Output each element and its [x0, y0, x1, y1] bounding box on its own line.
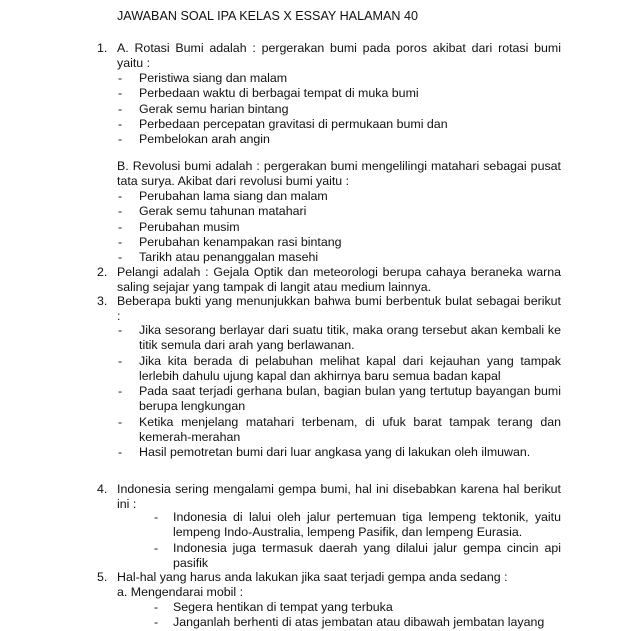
list-item: - Perubahan musim	[118, 219, 240, 234]
list-item: - Perbedaan percepatan gravitasi di permukaan bumi dan	[118, 116, 448, 131]
list-item: - Indonesia juga termasuk daerah yang dilalui jalur gempa cincin api pasifik	[154, 540, 561, 570]
list-item: - Pembelokan arah angin	[118, 132, 270, 147]
q2-number: 2.	[97, 265, 108, 279]
q5-number: 5.	[97, 570, 108, 584]
list-item: - Pada saat terjadi gerhana bulan, bagian bulan yang tertutup bayangan bumi berupa lengkungan	[118, 384, 561, 414]
list-item: - Peristiwa siang dan malam	[118, 71, 288, 85]
q1-rotation-list	[117, 71, 561, 147]
list-item: - Gerak semu harian bintang	[118, 101, 289, 116]
list-item: - Perubahan lama siang dan malam	[118, 189, 328, 203]
q2-text: Pelangi adalah : Gejala Optik dan meteorologi berupa cahaya beraneka warna saling sejajar yang tampak di langit atau medium lainnya.	[117, 265, 561, 295]
q4-list	[153, 510, 561, 571]
q3-text: Beberapa bukti yang menunjukkan bahwa bumi berbentuk bulat sebagai berikut :	[117, 294, 561, 324]
list-item: - Gerak semu tahunan matahari	[118, 204, 307, 219]
list-item: - Indonesia di lalui oleh jalur pertemuan tiga lempeng tektonik, yaitu lempeng Indo-Australia, lempeng Pasifik, dan lempeng Eurasia.	[154, 510, 561, 540]
q1-rotation-text: A. Rotasi Bumi adalah : pergerakan bumi pada poros akibat dari rotasi bumi yaitu :	[117, 41, 561, 71]
list-item: - Segera hentikan di tempat yang terbuka	[154, 600, 393, 614]
page-title: JAWABAN SOAL IPA KELAS X ESSAY HALAMAN 40	[117, 9, 418, 23]
list-item: - Janganlah berhenti di atas jembatan atau dibawah jembatan layang	[154, 615, 545, 630]
q4-number: 4.	[97, 482, 108, 496]
list-item: - Ketika menjelang matahari terbenam, di ufuk barat tampak terang dan kemerah-merahan	[118, 414, 561, 445]
q1-number: 1.	[97, 41, 108, 55]
q5-sub-a: a. Mengendarai mobil :	[117, 585, 244, 599]
q1-revolution-text: B. Revolusi bumi adalah : pergerakan bumi mengelilingi matahari sebagai pusat tata surya. Akibat dari revolusi bumi yaitu :	[117, 159, 561, 189]
list-item: - Hasil pemotretan bumi dari luar angkasa yang di lakukan oleh ilmuwan.	[118, 445, 531, 460]
list-item: - Perbedaan waktu di berbagai tempat di muka bumi	[118, 86, 419, 101]
q1-revolution-list	[117, 189, 561, 265]
q3-number: 3.	[97, 294, 108, 308]
q4-text: Indonesia sering mengalami gempa bumi, hal ini disebabkan karena hal berikut ini :	[117, 482, 561, 512]
list-item: - Jika kita berada di pelabuhan melihat kapal dari kejauhan yang tampak lerlebih dahulu ujung kapal dan akhirnya baru semua badan kapal	[118, 353, 561, 383]
q5-text: Hal-hal yang harus anda lakukan jika saat terjadi gempa anda sedang :	[117, 570, 508, 584]
list-item: - Perubahan kenampakan rasi bintang	[118, 234, 342, 249]
q5-list	[153, 600, 561, 631]
list-item: - Jika sesorang berlayar dari suatu titik, maka orang tersebut akan kembali ke titik semula dari arah yang berlawanan.	[118, 323, 561, 353]
list-item: - Tarikh atau penanggalan masehi	[118, 250, 319, 265]
q3-list	[117, 323, 561, 461]
